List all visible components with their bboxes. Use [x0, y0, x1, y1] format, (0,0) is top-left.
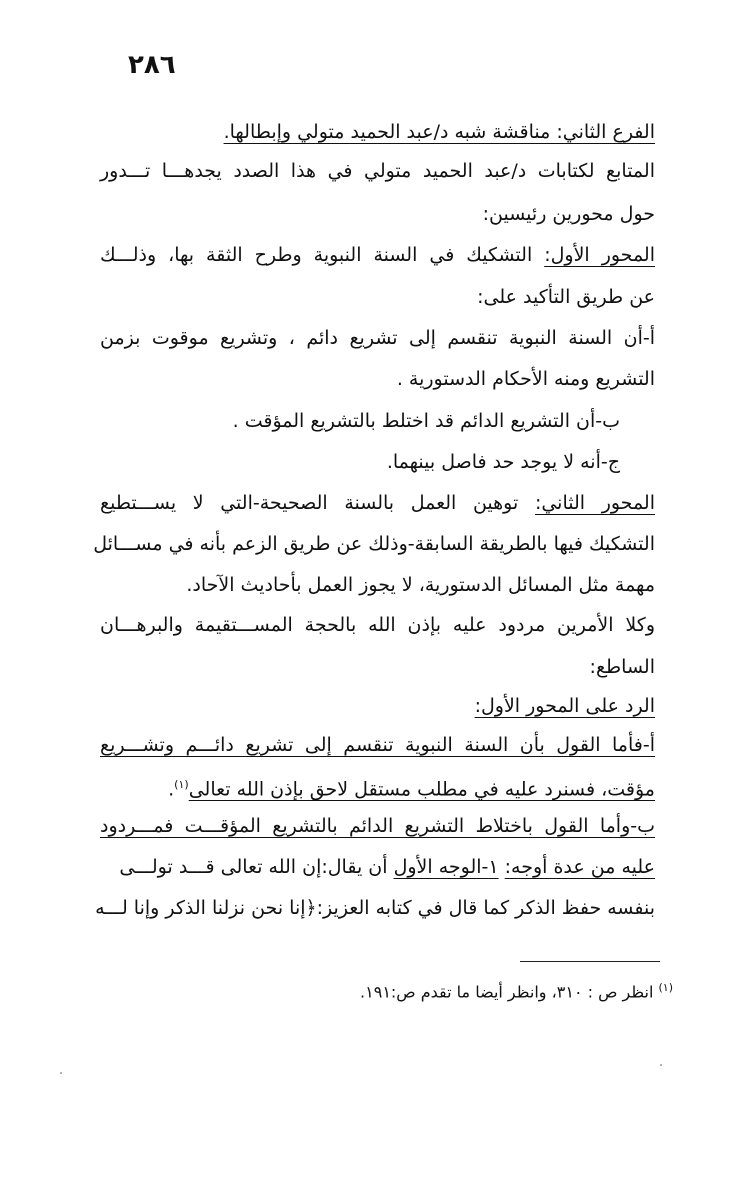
- reply-b-lead: عليه من عدة أوجه:: [504, 856, 655, 878]
- reply-a-line1: [100, 730, 655, 760]
- reply-a-line2: [100, 770, 655, 804]
- reply-b-text: ب-وأما القول باختلاط التشريع الدائم بالتشريع المؤقـــت فمـــردود: [100, 815, 655, 837]
- first-aspect-label: ١-الوجه الأول: [393, 856, 499, 878]
- paragraph-line: بنفسه حفظ الذكر كما قال في كتابه العزيز:﴿إنا نحن نزلنا الذكر وإنا لـــه: [95, 897, 655, 919]
- paragraph-line: عن طريق التأكيد على:: [477, 286, 655, 308]
- axis2-text: توهين العمل بالسنة الصحيحة-التي لا يســـتطيع: [100, 492, 535, 514]
- reply-a-text: أ-فأما القول بأن السنة النبوية تنقسم إلى تشريع دائـــم وتشـــريع: [100, 734, 655, 756]
- paragraph-line: مهمة مثل المسائل الدستورية، لا يجوز العمل بأحاديث الآحاد.: [186, 574, 655, 596]
- axis2-label: المحور الثاني:: [534, 492, 656, 514]
- reply-heading-text: الرد على المحور الأول:: [474, 695, 655, 717]
- first-aspect-text: أن يقال:إن الله تعالى قـــد تولـــى: [119, 856, 394, 878]
- reply-b-line2: [100, 852, 655, 882]
- footnote-reference: (١): [174, 778, 189, 791]
- axis1-text: التشكيك في السنة النبوية وطرح الثقة بها، وذلـــك: [100, 244, 545, 266]
- axis2-line: [100, 488, 655, 518]
- reply-heading: [100, 691, 655, 721]
- footnote-number: (١): [658, 981, 673, 994]
- page-number: ٢٨٦: [128, 50, 176, 80]
- reply-b-line1: [100, 811, 655, 841]
- footnote: [360, 976, 673, 1004]
- paragraph-line: حول محورين رئيسين:: [482, 203, 655, 225]
- list-item-a-cont: التشريع ومنه الأحكام الدستورية .: [396, 368, 655, 390]
- section-heading-text: الفرع الثاني: مناقشة شبه د/عبد الحميد متولي وإبطالها.: [223, 121, 655, 143]
- axis1-line: [100, 240, 655, 270]
- paragraph-line: وكلا الأمرين مردود عليه بإذن الله بالحجة المســـتقيمة والبرهـــان: [100, 614, 655, 636]
- paragraph-line: المتابع لكتابات د/عبد الحميد متولي في هذا الصدد يجدهـــا تـــدور: [100, 160, 655, 182]
- reply-a-text-2: مؤقت، فسنرد عليه في مطلب مستقل لاحق بإذن الله تعالى: [188, 778, 655, 801]
- scan-speck: [660, 1064, 662, 1066]
- list-item-c: ج-أنه لا يوجد حد فاصل بينهما.: [386, 451, 620, 473]
- paragraph-line: الساطع:: [589, 656, 655, 678]
- list-item-b: ب-أن التشريع الدائم قد اختلط بالتشريع المؤقت .: [232, 410, 620, 432]
- section-heading: [100, 117, 655, 147]
- axis1-label: المحور الأول:: [544, 244, 655, 266]
- list-item-a: أ-أن السنة النبوية تنقسم إلى تشريع دائم ، وتشريع موقوت بزمن: [100, 327, 655, 349]
- paragraph-line: التشكيك فيها بالطريقة السابقة-وذلك عن طريق الزعم بأنه في مســـائل: [93, 533, 655, 555]
- footnote-text: انظر ص : ٣١٠، وانظر أيضا ما تقدم ص:١٩١.: [360, 982, 654, 1002]
- reply-a-end: .: [168, 778, 175, 801]
- footnote-divider: [520, 961, 660, 962]
- scan-speck: [60, 1072, 62, 1074]
